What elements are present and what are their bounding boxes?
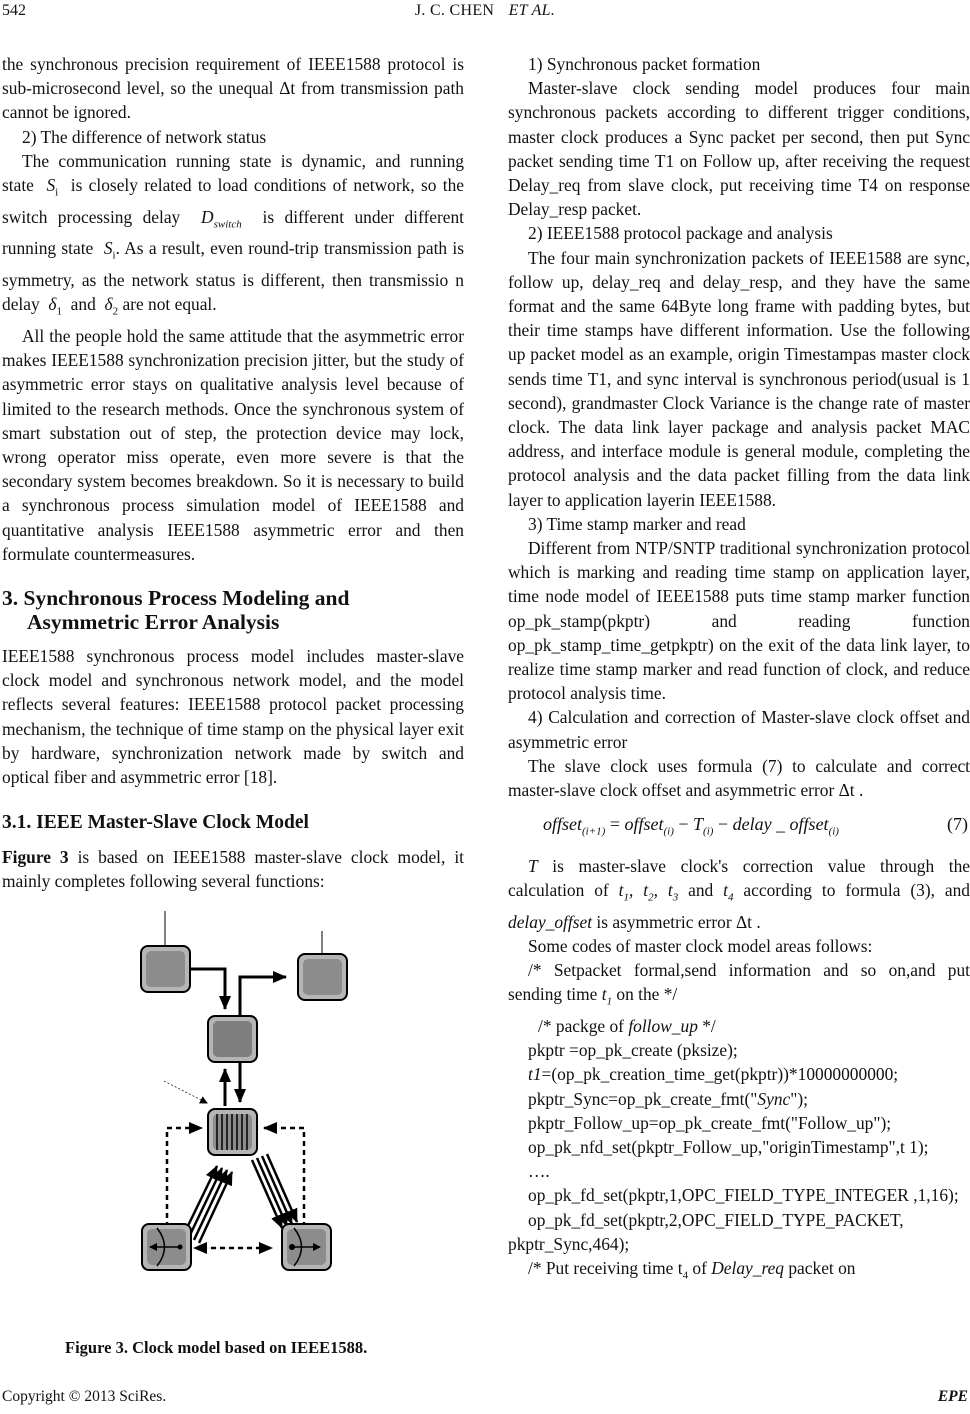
code-line: pkptr_Sync=op_pk_create_fmt("Sync"); [528,1088,808,1109]
box-top-right [298,931,347,1000]
right-column [508,52,970,1288]
paragraph: T is master-slave clock's correction value through the calculation of $t_1$, $t_2$, $t_3$ and $t_4$ according to formula (3), and delay_offset is asymmetric error Δt . [508,855,970,932]
section-heading: 3. Synchronous Process Modeling and Asymmetric Error Analysis [2,585,350,634]
subsection-heading: 3.1. IEEE Master-Slave Clock Model [2,812,309,834]
left-column [2,52,464,1306]
paragraph: The slave clock uses formula (7) to calculate and correct master-slave clock offset and asymmetric error Δt . [508,755,970,801]
running-head [0,2,970,20]
equation-7: offset$_{(i+1)}$ = offset$_{(i)}$ − $T_{(i)}$ − delay _ offset$_{(i)}$ (7) [508,810,970,846]
code-line: pkptr =op_pk_create (pksize); [528,1040,738,1061]
figure-3-diagram [2,906,464,1306]
list-item-title: 2) The difference of network status [22,126,267,147]
list-item-title: 2) IEEE1588 protocol package and analysis [528,223,833,244]
equation-number: (7) [947,814,968,835]
switch-box [208,1109,257,1155]
code-line: pkptr_Follow_up=op_pk_create_fmt("Follow_up"); [528,1112,892,1133]
figure-caption: Figure 3. Clock model based on IEEE1588. [65,1338,368,1357]
page-number: 542 [2,2,26,19]
paragraph: Different from NTP/SNTP traditional synchronization protocol which is marking and reading time stamp on application layer, time node model of IEEE1588 puts time stamp marker function op_pk_stamp(pkptr) and reading function op_pk_stamp_time_getpkptr) on the exit of the data link layer, to realize time stamp marker and read function of clock, and reduce protocol analysis time. [508,538,970,704]
code-line: /* packge of follow_up */ [538,1016,716,1037]
copyright: Copyright © 2013 SciRes. [2,1388,167,1405]
et-al: ET AL. [508,2,556,19]
authors: J. C. CHEN [414,2,495,19]
code-line: op_pk_fd_set(pkptr,2,OPC_FIELD_TYPE_PACKET, pkptr_Sync,464); [508,1209,904,1254]
paragraph: The four main synchronization packets of IEEE1588 are sync, follow up, delay_req and delay_resp, and they have the same format and the same 64Byte long frame with padding bytes, but their time stamps have different information. Use the following up packet model as an example, origin Timestampas master clock sends time T1, and sync interval is synchronous period(usual is 1 second), grandmaster Clock Variance is the change rate of master clock. The data link layer package and analysis packet MAC address, and interface module is general module, completing the protocol analysis and the data packet filling from the data link layer to application layerin IEEE1588. [508,247,970,510]
page-header [0,0,970,30]
figure-reference: Figure 3 [2,847,69,868]
slave-clock-left [142,1224,191,1270]
list-item-title: 3) Time stamp marker and read [528,513,746,534]
paragraph: The communication running state is dynamic, and running state $S_i$ is closely related to load conditions of network, so the switch processing delay $D_{switch}$ is different under different running state $S_i$. As a result, even round-trip transmission path is symmetry, as the network status is different, then transmissio n delay $\delta_1$ and $\delta_2$ are not equal. [2,150,464,318]
code-line: op_pk_fd_set(pkptr,1,OPC_FIELD_TYPE_INTEGER ,1,16); [528,1185,959,1206]
code-line: /* Setpacket formal,send information and so on,and put sending time $t_1$ on the */ [508,960,970,1008]
box-top-left [141,911,190,992]
paragraph: Master-slave clock sending model produces four main synchronous packets according to different trigger conditions, master clock produces a Sync packet per second, then put Sync packet sending time T1 on Follow up, after receiving the request Delay_req from slave clock, put receiving time T4 on response Delay_resp packet. [508,78,970,220]
code-line: /* Put receiving time $t_4$ of Delay_req packet on [528,1258,856,1282]
code-line: t1=(op_pk_creation_time_get(pkptr))*10000000000; [528,1064,899,1085]
paragraph: IEEE1588 synchronous process model includes master-slave clock model and synchronous network model, and the model reflects several features: IEEE1588 protocol packet processing mechanism, the technique of time stamp on the physical layer exit by hardware, synchronization network made by switch and optical fiber and asymmetric error [18]. [2,645,464,787]
paragraph: the synchronous precision requirement of IEEE1588 protocol is sub-microsecond level, so the unequal Δt from transmission path cannot be ignored. [2,54,464,123]
code-listing [508,958,970,1288]
slave-clock-right [282,1224,331,1270]
code-line: op_pk_nfd_set(pkptr_Follow_up,"originTimestamp",t 1); [528,1137,929,1158]
box-middle [208,1016,257,1062]
list-item-title: 4) Calculation and correction of Master-slave clock offset and asymmetric error [508,707,970,752]
journal-abbrev: EPE [937,1388,968,1405]
paragraph: All the people hold the same attitude that the asymmetric error makes IEEE1588 synchronization precision jitter, but the study of asymmetric error stays on qualitative analysis level because of limited to the research methods. Once the synchronous system of smart substation out of step, the protection device may lock, wrong operator miss operate, even more severe is that the secondary system becomes breakdown. So it is necessary to build a synchronous process simulation model of IEEE1588 and quantitative analysis IEEE1588 asymmetric error and then formulate countermeasures. [2,325,464,564]
paragraph: Some codes of master clock model areas follows: [528,935,873,956]
paragraph: Figure 3 is based on IEEE1588 master-slave clock model, it mainly completes following several functions: [2,847,464,892]
list-item-title: 1) Synchronous packet formation [528,54,761,74]
code-line: …. [528,1161,550,1182]
